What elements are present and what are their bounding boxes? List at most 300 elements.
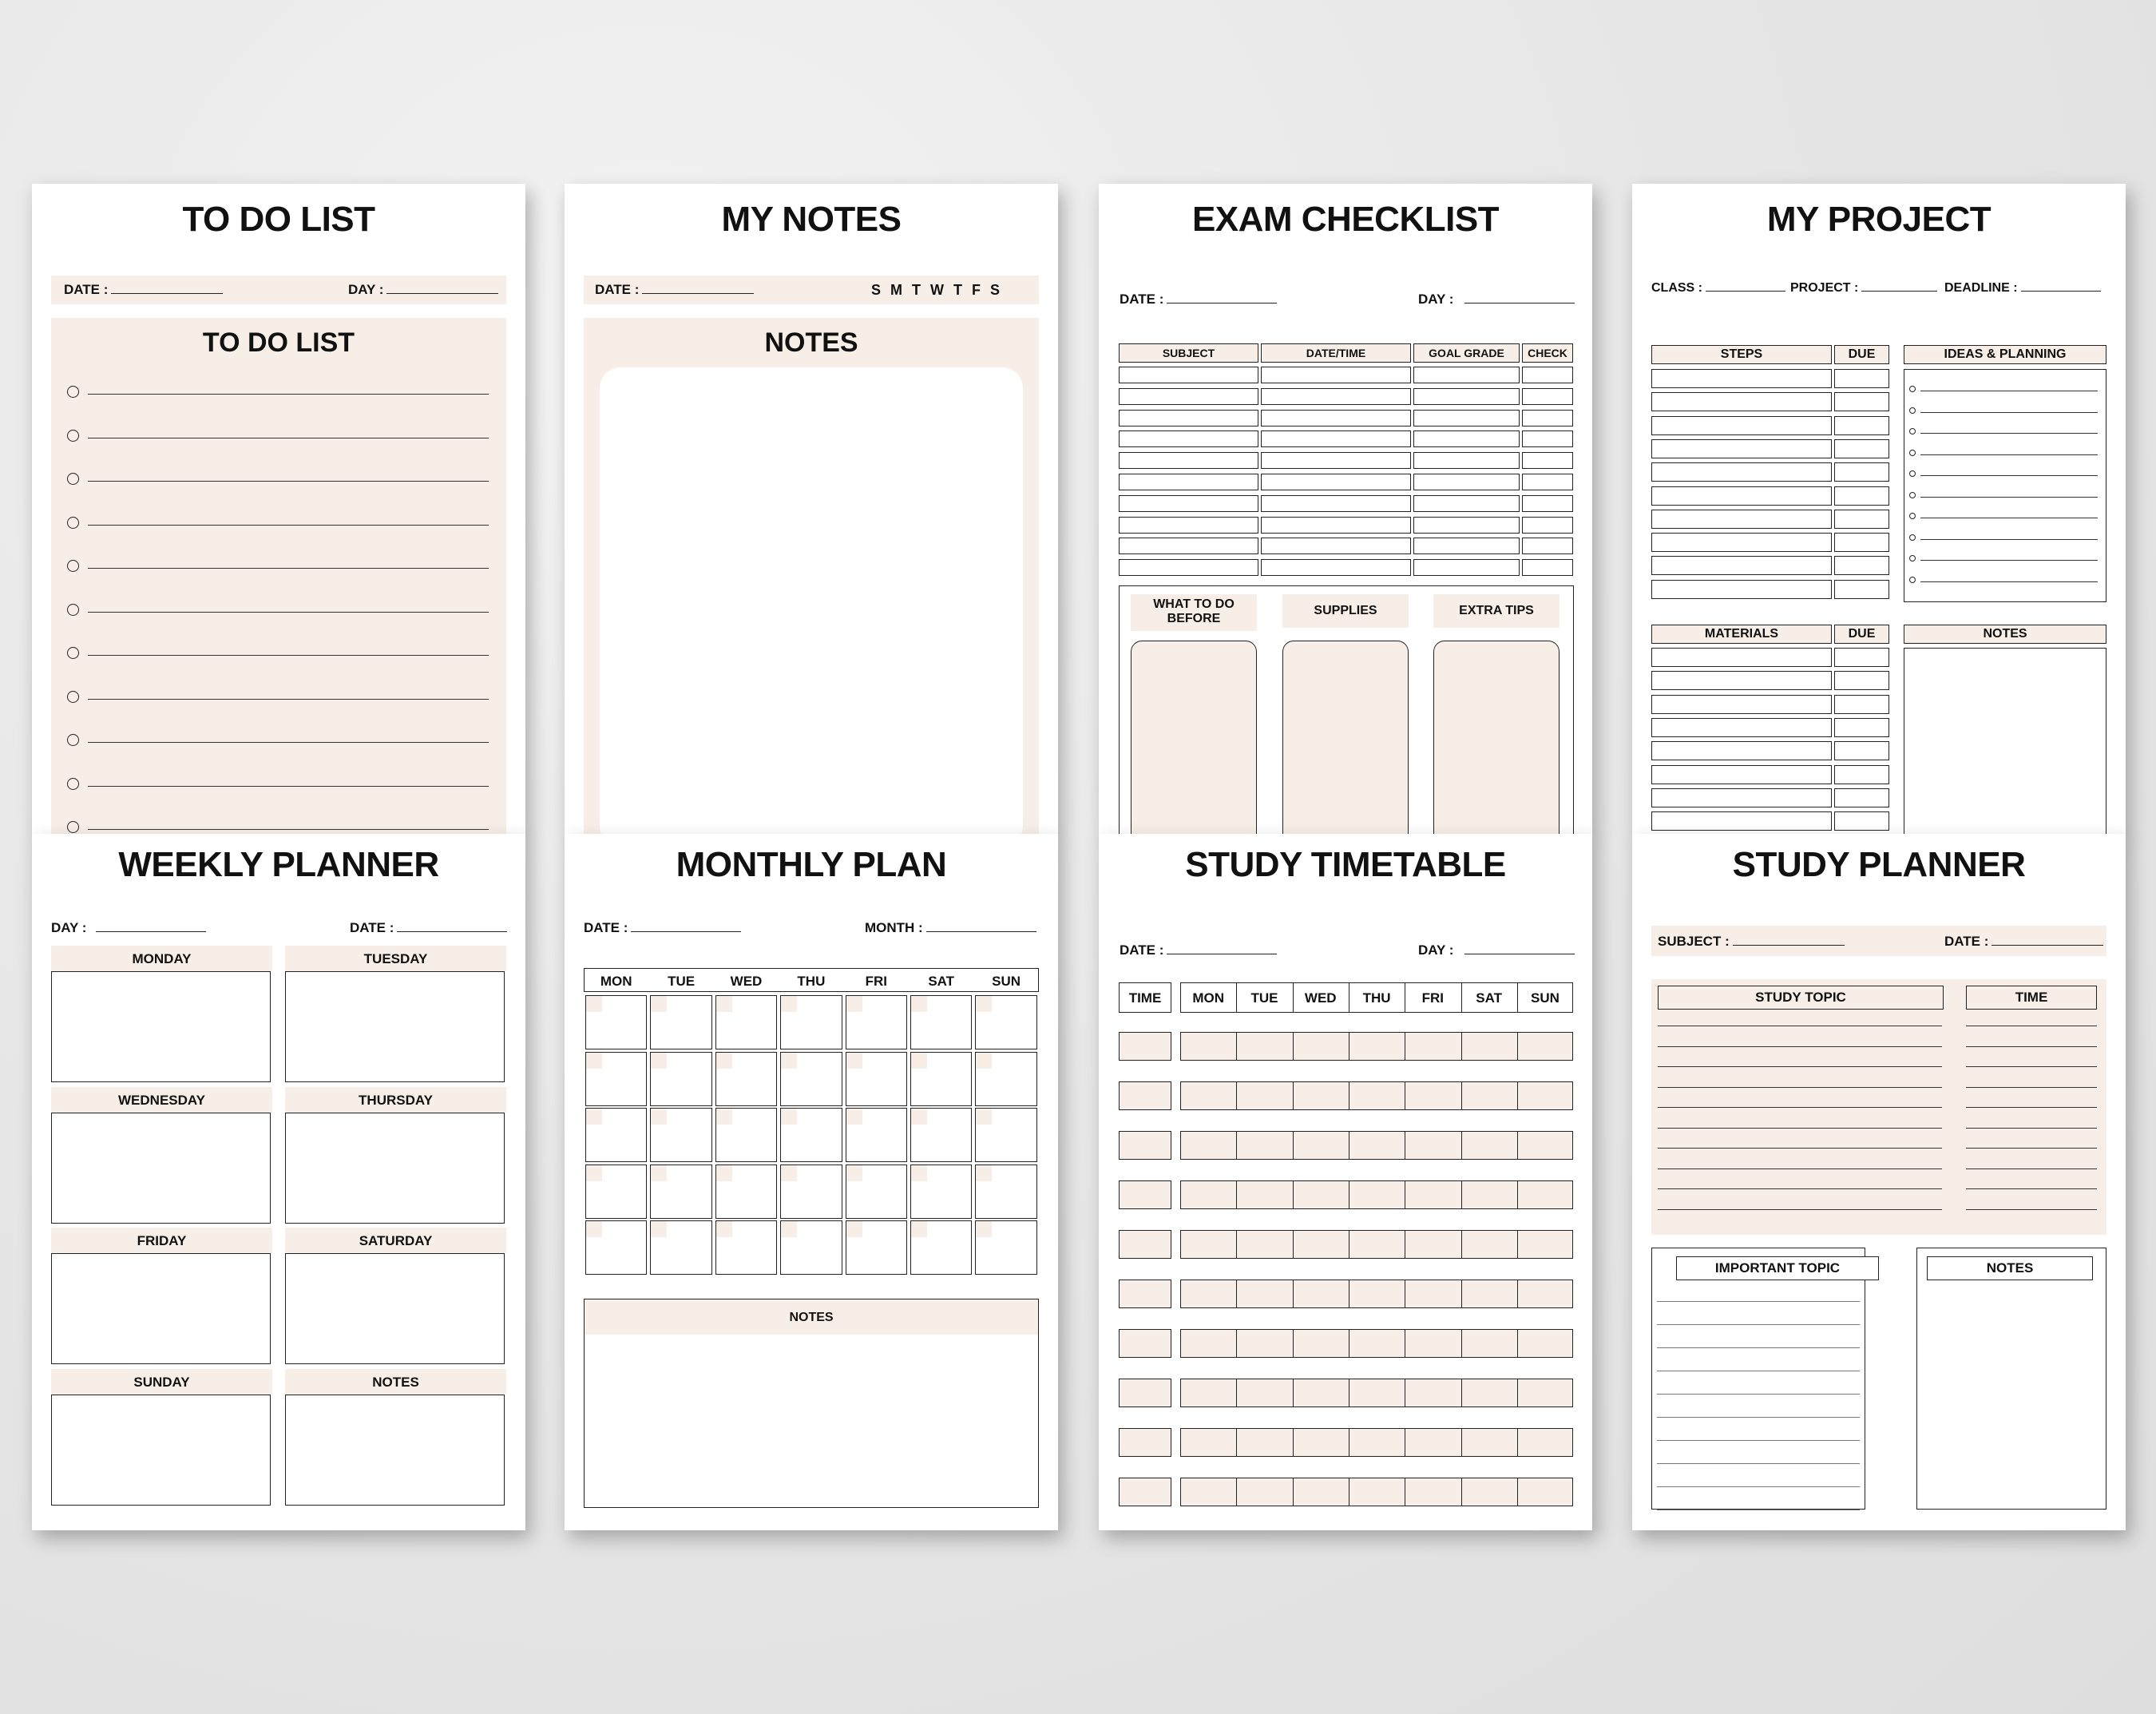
idea-line[interactable] bbox=[1920, 475, 2098, 476]
calendar-day-cell[interactable] bbox=[715, 995, 777, 1049]
todo-area bbox=[51, 318, 506, 835]
bullet-circle-icon bbox=[1909, 450, 1916, 456]
time-line[interactable] bbox=[1966, 1107, 2097, 1108]
date-number-slot bbox=[976, 1165, 992, 1181]
calendar-day-cell[interactable] bbox=[585, 1108, 647, 1162]
date-field[interactable]: DATE : bbox=[595, 282, 754, 298]
time-slot-cell[interactable] bbox=[1119, 1478, 1171, 1506]
subject-field[interactable]: SUBJECT : bbox=[1658, 934, 1845, 950]
step-due-cell[interactable] bbox=[1834, 556, 1889, 575]
date-field[interactable]: DATE : bbox=[350, 920, 507, 936]
exam-row-cell[interactable] bbox=[1522, 367, 1573, 383]
date-number-slot bbox=[781, 996, 797, 1012]
col-header-subject: SUBJECT bbox=[1119, 343, 1258, 363]
day-header-label: SUN bbox=[1530, 990, 1560, 1006]
todo-line[interactable] bbox=[88, 699, 489, 700]
exam-row-cell[interactable] bbox=[1119, 495, 1258, 512]
material-cell[interactable] bbox=[1651, 811, 1832, 831]
calendar-day-cell[interactable] bbox=[975, 1220, 1036, 1275]
bullet-circle-icon bbox=[1909, 407, 1916, 414]
ideas-planning-box[interactable] bbox=[1904, 369, 2106, 602]
calendar-day-cell[interactable] bbox=[585, 1220, 647, 1275]
checkbox-circle-icon[interactable] bbox=[67, 778, 79, 790]
what-to-do-box[interactable] bbox=[1131, 641, 1257, 835]
time-line[interactable] bbox=[1966, 1087, 2097, 1088]
time-slot-cell[interactable] bbox=[1119, 1131, 1171, 1160]
project-field[interactable]: PROJECT : bbox=[1790, 281, 1937, 296]
calendar-day-cell[interactable] bbox=[780, 1052, 842, 1106]
exam-row-cell[interactable] bbox=[1413, 559, 1520, 576]
cell-divider bbox=[1517, 1329, 1518, 1358]
due-header-2: DUE bbox=[1834, 625, 1889, 644]
class-field[interactable]: CLASS : bbox=[1651, 281, 1785, 296]
idea-line[interactable] bbox=[1920, 497, 2098, 498]
cell-divider bbox=[1461, 1230, 1462, 1259]
day-field[interactable]: DAY : bbox=[1418, 292, 1575, 307]
date-number-slot bbox=[651, 1053, 667, 1069]
calendar-day-cell[interactable] bbox=[780, 1164, 842, 1219]
checkbox-circle-icon[interactable] bbox=[67, 647, 79, 659]
todo-line[interactable] bbox=[88, 829, 489, 830]
step-due-cell[interactable] bbox=[1834, 486, 1889, 506]
page-title: WEEKLY PLANNER bbox=[118, 845, 439, 884]
supplies-box[interactable] bbox=[1282, 641, 1409, 835]
day-field[interactable]: DAY : bbox=[1418, 942, 1575, 958]
weekday[interactable]: S bbox=[871, 282, 882, 298]
todo-line[interactable] bbox=[88, 481, 489, 482]
day-label: SATURDAY bbox=[359, 1233, 433, 1248]
material-due-cell[interactable] bbox=[1834, 788, 1889, 807]
cell-divider bbox=[1461, 1180, 1462, 1209]
exam-row-cell[interactable] bbox=[1413, 430, 1520, 447]
idea-line[interactable] bbox=[1920, 412, 2098, 413]
month-field[interactable]: MONTH : bbox=[865, 920, 1036, 936]
important-topic-line[interactable] bbox=[1657, 1417, 1860, 1418]
date-field[interactable]: DATE : bbox=[1120, 292, 1277, 307]
calendar-day-cell[interactable] bbox=[780, 1108, 842, 1162]
todo-line[interactable] bbox=[88, 525, 489, 526]
todo-line[interactable] bbox=[88, 742, 489, 743]
material-cell[interactable] bbox=[1651, 741, 1832, 760]
checkbox-circle-icon[interactable] bbox=[67, 560, 79, 572]
calendar-day-cell[interactable] bbox=[715, 1108, 777, 1162]
material-cell[interactable] bbox=[1651, 765, 1832, 784]
calendar-day-cell[interactable] bbox=[910, 1108, 972, 1162]
timetable-row[interactable] bbox=[1180, 1180, 1573, 1209]
study-notes-box[interactable] bbox=[1916, 1248, 2106, 1510]
section-what-to-do-before: WHAT TO DO BEFORE bbox=[1131, 594, 1257, 631]
exam-row-cell[interactable] bbox=[1261, 410, 1411, 427]
day-box-friday[interactable] bbox=[51, 1253, 271, 1364]
timetable-row[interactable] bbox=[1180, 1428, 1573, 1457]
timetable-row[interactable] bbox=[1180, 1032, 1573, 1061]
monthly-notes-box[interactable] bbox=[584, 1299, 1039, 1508]
extra-tips-box[interactable] bbox=[1433, 641, 1560, 835]
exam-row-cell[interactable] bbox=[1522, 474, 1573, 490]
date-field[interactable]: DATE : bbox=[1120, 942, 1277, 958]
important-topic-line[interactable] bbox=[1657, 1301, 1860, 1302]
weekday[interactable]: W bbox=[930, 282, 945, 298]
material-due-cell[interactable] bbox=[1834, 765, 1889, 784]
step-cell[interactable] bbox=[1651, 533, 1832, 552]
important-topic-line[interactable] bbox=[1657, 1347, 1860, 1348]
exam-row-cell[interactable] bbox=[1261, 388, 1411, 405]
step-cell[interactable] bbox=[1651, 462, 1832, 482]
cell-divider bbox=[1293, 1428, 1294, 1457]
calendar-day-cell[interactable] bbox=[585, 995, 647, 1049]
weekly-planner-page bbox=[32, 834, 525, 1530]
material-due-cell[interactable] bbox=[1834, 695, 1889, 714]
step-cell[interactable] bbox=[1651, 392, 1832, 411]
materials-header: MATERIALS bbox=[1651, 625, 1832, 644]
calendar-day-cell[interactable] bbox=[585, 1164, 647, 1219]
material-due-cell[interactable] bbox=[1834, 648, 1889, 667]
steps-header: STEPS bbox=[1651, 345, 1832, 364]
time-line[interactable] bbox=[1966, 1128, 2097, 1129]
cell-divider bbox=[1517, 1230, 1518, 1259]
timetable-row[interactable] bbox=[1180, 1329, 1573, 1358]
step-cell[interactable] bbox=[1651, 580, 1832, 599]
exam-row-cell[interactable] bbox=[1522, 452, 1573, 469]
calendar-day-cell[interactable] bbox=[715, 1052, 777, 1106]
calendar-day-cell[interactable] bbox=[975, 1052, 1036, 1106]
cell-divider bbox=[1461, 1379, 1462, 1407]
cell-divider bbox=[1517, 1428, 1518, 1457]
calendar-day-cell[interactable] bbox=[780, 1220, 842, 1275]
calendar-day-cell[interactable] bbox=[650, 1220, 711, 1275]
exam-row-cell[interactable] bbox=[1119, 410, 1258, 427]
day-box-thursday[interactable] bbox=[285, 1113, 505, 1224]
step-cell[interactable] bbox=[1651, 486, 1832, 506]
calendar-day-cell[interactable] bbox=[650, 1164, 711, 1219]
weekday[interactable]: T bbox=[953, 282, 963, 298]
important-topic-line[interactable] bbox=[1657, 1440, 1860, 1441]
project-notes-box[interactable] bbox=[1904, 648, 2106, 835]
day-label: MONDAY bbox=[132, 951, 192, 966]
time-slot-cell[interactable] bbox=[1119, 1230, 1171, 1259]
calendar-day-cell[interactable] bbox=[650, 1052, 711, 1106]
material-due-cell[interactable] bbox=[1834, 741, 1889, 760]
date-number-slot bbox=[651, 1109, 667, 1125]
cell-divider bbox=[1293, 1230, 1294, 1259]
exam-row-cell[interactable] bbox=[1261, 452, 1411, 469]
time-line[interactable] bbox=[1966, 1066, 2097, 1067]
topic-line[interactable] bbox=[1658, 1148, 1942, 1149]
cell-divider bbox=[1293, 1032, 1294, 1061]
material-due-cell[interactable] bbox=[1834, 718, 1889, 737]
deadline-field[interactable]: DEADLINE : bbox=[1944, 281, 2101, 296]
day-box-tuesday[interactable] bbox=[285, 971, 505, 1082]
topic-line[interactable] bbox=[1658, 1188, 1942, 1189]
date-number-slot bbox=[976, 1053, 992, 1069]
cell-divider bbox=[1517, 1180, 1518, 1209]
day-box-monday[interactable] bbox=[51, 971, 271, 1082]
cell-divider bbox=[1236, 1379, 1237, 1407]
checkbox-circle-icon[interactable] bbox=[67, 430, 79, 442]
exam-row-cell[interactable] bbox=[1261, 495, 1411, 512]
day-header-friday bbox=[51, 1228, 272, 1253]
time-line[interactable] bbox=[1966, 1168, 2097, 1169]
step-due-cell[interactable] bbox=[1834, 439, 1889, 458]
bullet-circle-icon bbox=[1909, 470, 1916, 477]
day-header-label: MON bbox=[1192, 990, 1224, 1006]
checkbox-circle-icon[interactable] bbox=[67, 517, 79, 529]
day-header-saturday bbox=[285, 1228, 506, 1253]
step-due-cell[interactable] bbox=[1834, 462, 1889, 482]
step-due-cell[interactable] bbox=[1834, 533, 1889, 552]
checkbox-circle-icon[interactable] bbox=[67, 691, 79, 703]
time-line[interactable] bbox=[1966, 1046, 2097, 1047]
day-box-saturday[interactable] bbox=[285, 1253, 505, 1364]
time-line[interactable] bbox=[1966, 1188, 2097, 1189]
exam-row-cell[interactable] bbox=[1522, 517, 1573, 534]
day-field[interactable]: DAY : bbox=[51, 920, 206, 936]
date-number-slot bbox=[911, 1165, 927, 1181]
important-topic-box[interactable] bbox=[1651, 1248, 1865, 1510]
day-header-notes bbox=[285, 1369, 506, 1395]
idea-line[interactable] bbox=[1920, 581, 2098, 582]
exam-row-cell[interactable] bbox=[1413, 495, 1520, 512]
todo-line[interactable] bbox=[88, 655, 489, 656]
day-box-notes[interactable] bbox=[285, 1395, 505, 1506]
calendar-day-cell[interactable] bbox=[846, 1220, 907, 1275]
day-box-sunday[interactable] bbox=[51, 1395, 271, 1506]
notes-header bbox=[585, 1299, 1038, 1335]
timetable-row[interactable] bbox=[1180, 1478, 1573, 1506]
notes-writing-box[interactable] bbox=[600, 367, 1023, 835]
exam-row-cell[interactable] bbox=[1413, 452, 1520, 469]
calendar-day-cell[interactable] bbox=[846, 1052, 907, 1106]
todo-line[interactable] bbox=[88, 786, 489, 787]
date-number-slot bbox=[716, 996, 732, 1012]
notes-area bbox=[584, 318, 1039, 835]
exam-row-cell[interactable] bbox=[1119, 517, 1258, 534]
step-cell[interactable] bbox=[1651, 416, 1832, 435]
exam-row-cell[interactable] bbox=[1522, 495, 1573, 512]
cell-divider bbox=[1293, 1180, 1294, 1209]
material-due-cell[interactable] bbox=[1834, 671, 1889, 690]
calendar-day-cell[interactable] bbox=[975, 1164, 1036, 1219]
important-topic-line[interactable] bbox=[1657, 1486, 1860, 1487]
exam-row-cell[interactable] bbox=[1119, 388, 1258, 405]
exam-row-cell[interactable] bbox=[1119, 430, 1258, 447]
exam-row-cell[interactable] bbox=[1119, 559, 1258, 576]
calendar-day-cell[interactable] bbox=[910, 1052, 972, 1106]
date-number-slot bbox=[716, 1109, 732, 1125]
material-due-cell[interactable] bbox=[1834, 811, 1889, 831]
exam-row-cell[interactable] bbox=[1119, 367, 1258, 383]
exam-row-cell[interactable] bbox=[1261, 367, 1411, 383]
material-cell[interactable] bbox=[1651, 695, 1832, 714]
timetable-row[interactable] bbox=[1180, 1131, 1573, 1160]
checkbox-circle-icon[interactable] bbox=[67, 604, 79, 616]
date-field[interactable]: DATE : bbox=[64, 282, 223, 298]
calendar-day-cell[interactable] bbox=[846, 995, 907, 1049]
topic-line[interactable] bbox=[1658, 1107, 1942, 1108]
ideas-planning-header: IDEAS & PLANNING bbox=[1904, 345, 2106, 364]
time-slot-cell[interactable] bbox=[1119, 1280, 1171, 1308]
calendar-day-cell[interactable] bbox=[910, 1164, 972, 1219]
topic-line[interactable] bbox=[1658, 1046, 1942, 1047]
time-slot-cell[interactable] bbox=[1119, 1428, 1171, 1457]
date-number-slot bbox=[846, 1221, 862, 1237]
exam-row-cell[interactable] bbox=[1261, 538, 1411, 554]
exam-row-cell[interactable] bbox=[1522, 410, 1573, 427]
time-slot-cell[interactable] bbox=[1119, 1081, 1171, 1110]
weekday-label: WED bbox=[730, 974, 763, 989]
monthly-plan-page bbox=[565, 834, 1058, 1530]
todo-line[interactable] bbox=[88, 612, 489, 613]
weekday[interactable]: S bbox=[990, 282, 1001, 298]
checkbox-circle-icon[interactable] bbox=[67, 473, 79, 485]
cell-divider bbox=[1461, 1280, 1462, 1308]
exam-row-cell[interactable] bbox=[1413, 410, 1520, 427]
timetable-row[interactable] bbox=[1180, 1230, 1573, 1259]
my-project-page bbox=[1632, 184, 2126, 835]
study-planner-page bbox=[1632, 834, 2126, 1530]
time-slot-cell[interactable] bbox=[1119, 1329, 1171, 1358]
weekday[interactable]: F bbox=[972, 282, 981, 298]
topic-line[interactable] bbox=[1658, 1168, 1942, 1169]
calendar-day-cell[interactable] bbox=[715, 1220, 777, 1275]
step-cell[interactable] bbox=[1651, 369, 1832, 388]
exam-row-cell[interactable] bbox=[1413, 517, 1520, 534]
cell-divider bbox=[1293, 1329, 1294, 1358]
section-extra-tips: EXTRA TIPS bbox=[1433, 594, 1560, 628]
exam-row-cell[interactable] bbox=[1261, 474, 1411, 490]
due-header: DUE bbox=[1834, 345, 1889, 364]
topic-line[interactable] bbox=[1658, 1066, 1942, 1067]
idea-line[interactable] bbox=[1920, 560, 2098, 561]
weekday[interactable]: M bbox=[890, 282, 903, 298]
time-slot-cell[interactable] bbox=[1119, 1379, 1171, 1407]
exam-row-cell[interactable] bbox=[1522, 559, 1573, 576]
exam-row-cell[interactable] bbox=[1261, 430, 1411, 447]
exam-row-cell[interactable] bbox=[1413, 367, 1520, 383]
idea-line[interactable] bbox=[1920, 454, 2098, 455]
todo-line[interactable] bbox=[88, 568, 489, 569]
important-topic-line[interactable] bbox=[1657, 1394, 1860, 1395]
exam-row-cell[interactable] bbox=[1413, 538, 1520, 554]
calendar-day-cell[interactable] bbox=[650, 995, 711, 1049]
day-label: TUESDAY bbox=[363, 951, 428, 966]
time-line[interactable] bbox=[1966, 1209, 2097, 1210]
time-slot-cell[interactable] bbox=[1119, 1180, 1171, 1209]
timetable-row[interactable] bbox=[1180, 1081, 1573, 1110]
material-cell[interactable] bbox=[1651, 788, 1832, 807]
time-slot-cell[interactable] bbox=[1119, 1032, 1171, 1061]
exam-row-cell[interactable] bbox=[1522, 538, 1573, 554]
step-due-cell[interactable] bbox=[1834, 510, 1889, 529]
time-line[interactable] bbox=[1966, 1148, 2097, 1149]
checkbox-circle-icon[interactable] bbox=[67, 734, 79, 746]
important-topic-header: IMPORTANT TOPIC bbox=[1676, 1256, 1879, 1280]
cell-divider bbox=[1517, 1032, 1518, 1061]
timetable-row[interactable] bbox=[1180, 1280, 1573, 1308]
step-due-cell[interactable] bbox=[1834, 369, 1889, 388]
day-header-sunday bbox=[51, 1369, 272, 1395]
exam-row-cell[interactable] bbox=[1413, 388, 1520, 405]
calendar-day-cell[interactable] bbox=[910, 1220, 972, 1275]
date-field[interactable]: DATE : bbox=[1944, 934, 2103, 950]
calendar-day-cell[interactable] bbox=[585, 1052, 647, 1106]
important-topic-line[interactable] bbox=[1657, 1324, 1860, 1325]
date-number-slot bbox=[716, 1053, 732, 1069]
exam-row-cell[interactable] bbox=[1413, 474, 1520, 490]
material-cell[interactable] bbox=[1651, 718, 1832, 737]
day-box-wednesday[interactable] bbox=[51, 1113, 271, 1224]
idea-line[interactable] bbox=[1920, 539, 2098, 540]
step-due-cell[interactable] bbox=[1834, 416, 1889, 435]
date-number-slot bbox=[651, 996, 667, 1012]
material-cell[interactable] bbox=[1651, 671, 1832, 690]
notes-subtitle: NOTES bbox=[764, 327, 858, 358]
calendar-day-cell[interactable] bbox=[780, 995, 842, 1049]
material-cell[interactable] bbox=[1651, 648, 1832, 667]
step-cell[interactable] bbox=[1651, 510, 1832, 529]
date-field[interactable]: DATE : bbox=[584, 920, 741, 936]
time-header: TIME bbox=[1966, 986, 2097, 1010]
date-number-slot bbox=[586, 996, 602, 1012]
exam-row-cell[interactable] bbox=[1119, 538, 1258, 554]
exam-row-cell[interactable] bbox=[1119, 452, 1258, 469]
step-cell[interactable] bbox=[1651, 556, 1832, 575]
bullet-circle-icon bbox=[1909, 428, 1916, 434]
topic-line[interactable] bbox=[1658, 1128, 1942, 1129]
calendar-day-cell[interactable] bbox=[910, 995, 972, 1049]
day-label: WEDNESDAY bbox=[118, 1092, 205, 1108]
date-number-slot bbox=[911, 1221, 927, 1237]
calendar-day-cell[interactable] bbox=[846, 1108, 907, 1162]
my-notes-page bbox=[565, 184, 1058, 835]
col-header-check: CHECK bbox=[1522, 343, 1573, 363]
important-topic-line[interactable] bbox=[1657, 1463, 1860, 1464]
calendar-day-cell[interactable] bbox=[715, 1164, 777, 1219]
exam-row-cell[interactable] bbox=[1261, 559, 1411, 576]
day-header-thursday bbox=[285, 1087, 506, 1113]
step-due-cell[interactable] bbox=[1834, 580, 1889, 599]
calendar-day-cell[interactable] bbox=[975, 1108, 1036, 1162]
step-due-cell[interactable] bbox=[1834, 392, 1889, 411]
calendar-day-cell[interactable] bbox=[846, 1164, 907, 1219]
timetable-row[interactable] bbox=[1180, 1379, 1573, 1407]
todo-line[interactable] bbox=[88, 394, 489, 395]
date-bar bbox=[584, 276, 1039, 304]
cell-divider bbox=[1236, 1428, 1237, 1457]
idea-line[interactable] bbox=[1920, 433, 2098, 434]
exam-row-cell[interactable] bbox=[1522, 430, 1573, 447]
exam-row-cell[interactable] bbox=[1261, 517, 1411, 534]
date-number-slot bbox=[846, 996, 862, 1012]
exam-row-cell[interactable] bbox=[1522, 388, 1573, 405]
step-cell[interactable] bbox=[1651, 439, 1832, 458]
checkbox-circle-icon[interactable] bbox=[67, 386, 79, 398]
weekday-label: SAT bbox=[928, 974, 955, 989]
day-field[interactable]: DAY : bbox=[348, 282, 498, 298]
checkbox-circle-icon[interactable] bbox=[67, 821, 79, 833]
date-number-slot bbox=[586, 1053, 602, 1069]
calendar-day-cell[interactable] bbox=[650, 1108, 711, 1162]
calendar-day-cell[interactable] bbox=[975, 995, 1036, 1049]
date-number-slot bbox=[976, 1109, 992, 1125]
weekday[interactable]: T bbox=[912, 282, 921, 298]
exam-row-cell[interactable] bbox=[1119, 474, 1258, 490]
date-number-slot bbox=[846, 1109, 862, 1125]
page-title: MY PROJECT bbox=[1766, 200, 1992, 239]
topic-line[interactable] bbox=[1658, 1209, 1942, 1210]
topic-line[interactable] bbox=[1658, 1087, 1942, 1088]
day-header-tuesday bbox=[285, 946, 506, 971]
